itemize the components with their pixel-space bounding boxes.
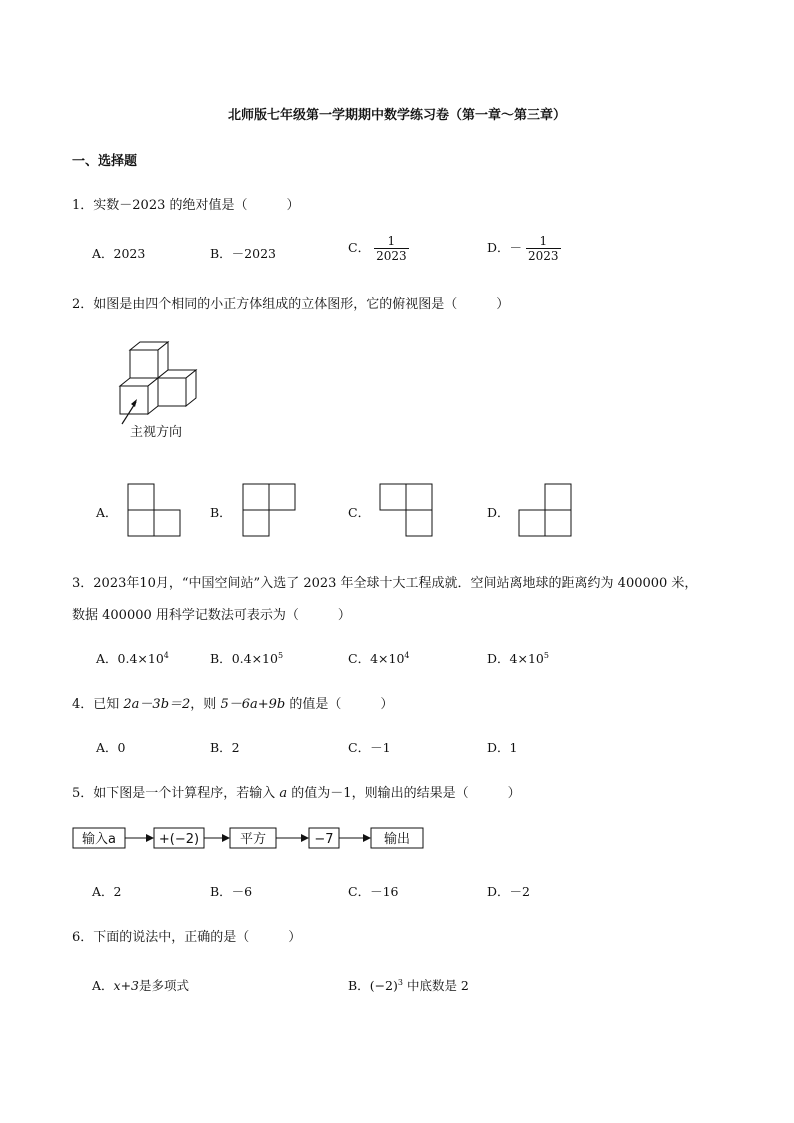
q4-option-b[interactable]: B．2 (210, 740, 240, 755)
q4-option-c[interactable]: C．－1 (348, 740, 391, 755)
option-exponent: 3 (397, 977, 403, 987)
q4-option-d[interactable]: D．1 (487, 740, 518, 755)
question-3-stem-line-1: 3．2023年10月，“中国空间站”入选了 2023 年全球十大工程成就．空间站离地球的距离约为 400000 米， (72, 576, 698, 591)
section-heading: 一、选择题 (72, 154, 138, 169)
q1-option-c[interactable] (348, 234, 409, 263)
view-direction-label: 主视方向 (130, 425, 183, 440)
flow-box-subtract: −7 (314, 832, 334, 847)
stem-text: 的值为－1，则输出的结果是（ ） (287, 786, 521, 801)
option-base: 4×10 (509, 651, 544, 666)
q2-option-a[interactable]: A． (96, 505, 118, 520)
q1-option-d[interactable] (487, 234, 561, 263)
q2-option-d[interactable]: D． (487, 505, 510, 520)
flow-box-square: 平方 (239, 832, 267, 847)
option-base: 0.4×10 (231, 651, 278, 666)
q1-option-d-fraction (526, 234, 561, 263)
q5-option-d[interactable]: D．－2 (487, 884, 530, 899)
option-exponent: 5 (277, 650, 284, 660)
option-base: 0.4×10 (117, 651, 164, 666)
question-1-stem: 1．实数－2023 的绝对值是（ ） (72, 198, 300, 213)
q6-option-a[interactable] (92, 976, 189, 994)
q2-option-b-figure[interactable] (241, 482, 297, 538)
option-label: B． (348, 978, 370, 993)
stem-text: 4．已知 (72, 697, 124, 712)
option-exponent: 5 (543, 650, 549, 660)
option-label: A． (96, 651, 118, 666)
question-5-stem (72, 782, 521, 801)
q3-option-a[interactable] (96, 649, 169, 667)
q4-option-a[interactable]: A．0 (96, 740, 126, 755)
stem-expression: 2a－3b＝2 (123, 697, 191, 712)
option-expression: x+3 (113, 978, 140, 993)
stem-text: ，则 (190, 697, 221, 712)
flow-box-input: 输入a (82, 832, 116, 847)
option-exponent: 4 (163, 650, 169, 660)
q2-option-a-figure[interactable] (126, 482, 182, 538)
option-label: D． (487, 651, 510, 666)
option-base: 4×10 (370, 651, 405, 666)
page-title: 北师版七年级第一学期期中数学练习卷（第一章～第三章） (227, 108, 566, 123)
fraction-denominator: 2023 (528, 249, 559, 263)
q1-option-b[interactable]: B．－2023 (210, 246, 276, 261)
option-exponent: 4 (404, 650, 410, 660)
option-expression: (−2) (369, 978, 398, 993)
q1-option-a[interactable]: A．2023 (92, 246, 146, 261)
option-label: A． (92, 978, 114, 993)
q3-option-c[interactable] (348, 649, 410, 667)
q2-option-d-figure[interactable] (517, 482, 573, 538)
q1-option-c-label: C． (348, 240, 371, 255)
computation-flowchart (70, 826, 430, 850)
flow-box-add: +(−2) (158, 832, 200, 847)
q5-option-c[interactable]: C．－16 (348, 884, 399, 899)
q1-option-c-fraction (374, 234, 409, 263)
fraction-numerator: 1 (539, 234, 548, 248)
q2-option-c[interactable]: C． (348, 505, 371, 520)
stem-variable: a (279, 786, 288, 801)
stem-expression: 5－6a+9b (220, 697, 286, 712)
q5-option-b[interactable]: B．－6 (210, 884, 253, 899)
fraction-numerator: 1 (387, 234, 396, 248)
q2-option-c-figure[interactable] (378, 482, 434, 538)
fraction-denominator: 2023 (376, 249, 407, 263)
option-text: 是多项式 (139, 978, 190, 993)
option-text: 中底数是 2 (402, 978, 469, 993)
stem-text: 的值是（ ） (285, 697, 394, 712)
q6-option-b[interactable] (348, 976, 469, 994)
flow-box-output: 输出 (383, 832, 411, 847)
question-6-stem: 6．下面的说法中，正确的是（ ） (72, 930, 302, 945)
stem-text: 5．如下图是一个计算程序，若输入 (72, 786, 280, 801)
q5-option-a[interactable]: A．2 (92, 884, 122, 899)
q1-option-d-label: D．－ (487, 240, 523, 255)
q2-option-b[interactable]: B． (210, 505, 232, 520)
q3-option-b[interactable] (210, 649, 283, 667)
question-3-stem-line-2: 数据 400000 用科学记数法可表示为（ ） (72, 608, 351, 623)
cube-solid-figure (112, 338, 212, 443)
question-4-stem (72, 693, 393, 712)
question-2-stem: 2．如图是由四个相同的小正方体组成的立体图形，它的俯视图是（ ） (72, 297, 510, 312)
option-label: B． (210, 651, 232, 666)
option-label: C． (348, 651, 371, 666)
q3-option-d[interactable] (487, 649, 549, 667)
